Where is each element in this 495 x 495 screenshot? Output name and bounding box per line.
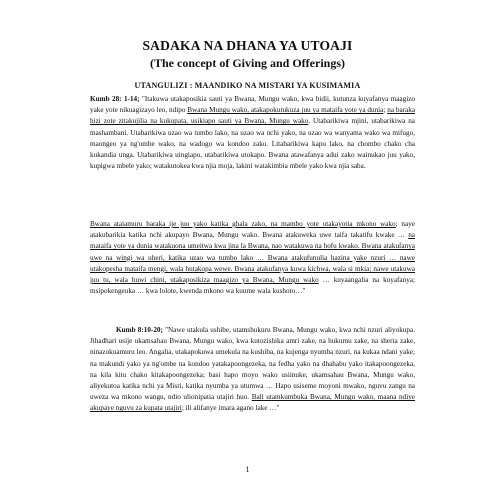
- scripture-reference: Kumb 28: 1-14;: [90, 95, 140, 103]
- underlined-text: Bwana Mungu wako, atakapokutukuza juu ya mataifa yote ya dunia: [187, 106, 384, 115]
- section-heading: UTANGULIZI : MAANDIKO NA MISTARI YA KUSIMAMIA: [134, 81, 361, 90]
- paragraph-kumb-8: [90, 325, 415, 415]
- paragraph-text: ; naye atakubarikia katika nchi akupayo Bwana, Mungu wako. Bwana atakuweka uwe taifa takatifu kwake …: [90, 220, 415, 240]
- paragraph-text: "Nawe utakula ushibe, utamshukuru Bwana, Mungu wako, kwa nchi nzuri aliyokupa. Jihadhari usije ukamsahau Bwana, Mungu wako, kwa kutozishika amri zake, na hukumu zake, na sheria zake, ninazokuamuru leo. Angalia, utakapokuwa umekula na kushiba, na kujenga nyumba nzuri, na kukaa ndani yake; na makundi yako ya ng'ombe na kondoo yatakapoongezeka, na fedha yako na dhahabu yako itakapoongezeka, na kila kitu chako kitakapoongezeka; basi hapo moyo wako usiinuke, ukamsahau Bwana, Mungu wako, aliyekutoa katika nchi ya Misri, katika nyumba ya utumwa … Hapo usiseme moyoni mwako, nguvu zangu na uweza wa mkono wangu, ndio ulionipatia utajiri huo.: [90, 326, 415, 402]
- document-subtitle: (The concept of Giving and Offerings): [150, 56, 345, 70]
- paragraph-text: "Itakuwa utakaposikia sauti ya Bwana, Mungu wako, kwa bidii, kutunza kuyafanya maagizo yake yote nikuagizayo leo, ndipo: [90, 95, 415, 115]
- underlined-text: Bwana ataiamuru baraka ije juu yako katika ghala zako, na mambo yote utakayotia mkono wako: [90, 220, 396, 228]
- paragraph-text: . Utabarikiwa mjini, utabarikiwa na mashambani. Utabarikiwa uzao wa tumbo lako, na uzao wa nchi yako, na uzao wa wanyama wako wa mifugo, maongeo ya ng'ombe wako, na wadogo wa kondoo zako. Litabarikiwa kapu lako, na chombo chako cha kukandia unga. Utabarikiwa uingiapo, utabarikiwa utokapo. Bwana atawafanya adui zako wainukao juu yako, kupigwa mbele yako; watakutokea kwa njia moja, lakini watakimbia mbele yako kwa njia saba.: [90, 117, 415, 171]
- scripture-reference: Kumb 8:10-20;: [116, 326, 163, 334]
- page-number: 1: [245, 465, 250, 474]
- paragraph-kumb-28: [90, 94, 415, 172]
- underlined-text: na mataifa yote ya dunia watakuona umeitwa kwa jina la Bwana, nao watakuwa na hofu kwako. Bwana atakufanya uwe na wingi wa uheri, katika uzao wa tumbo lako … Bwana atakufunulia hazina yake nzuri … nawe utakopesha mataifa mengi, wala hutakopa wewe. Bwana atakufanya kuwa kichwa, wala si mkia; nawe utakuwa juu tu, wala huwi chini, utakaposikiza maagizo ya Bwana, Mungu wako: [90, 231, 415, 285]
- document-title: SADAKA NA DHANA YA UTOAJI: [142, 38, 353, 53]
- underlined-text: na baraka hizi zote zitakujilia na kukupata, usikiapo sauti ya Bwana, Mungu wako: [90, 106, 416, 126]
- underlined-text: Bali utamkumbuka Bwana, Mungu wako, maana ndiye akupaye nguvu za kupata utajiri: [90, 393, 415, 413]
- paragraph-text: … kuyaangalia na kuyafanya; msipokengeuka … kwa lolote, kwenda mkono wa kuume wala kushoto…": [90, 276, 415, 296]
- paragraph-text: ; ili alifanye imara agano lake …": [181, 404, 280, 413]
- paragraph-blessings: [90, 219, 415, 297]
- paragraph-text: ;: [383, 106, 388, 115]
